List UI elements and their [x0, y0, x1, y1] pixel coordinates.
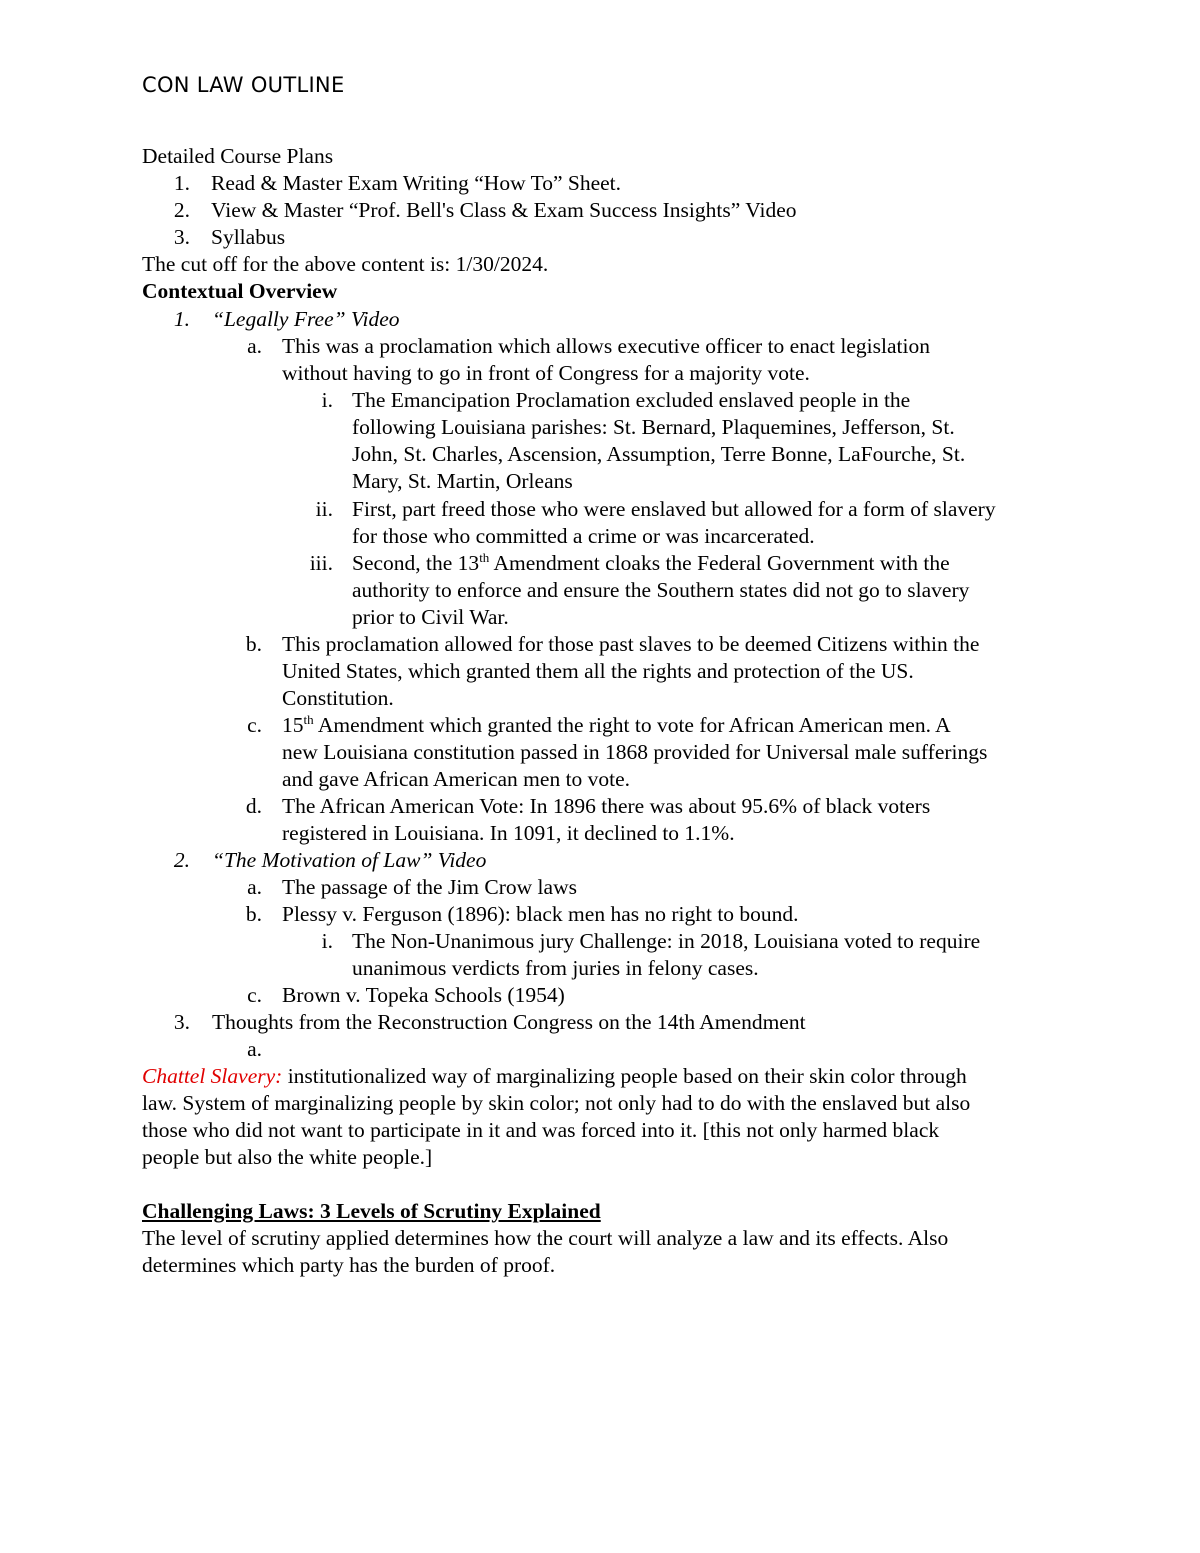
- list-item-line: authority to enforce and ensure the Southern states did not go to slavery: [352, 578, 970, 602]
- list-number: 1.: [173, 307, 190, 331]
- paragraph-line: The level of scrutiny applied determines how the court will analyze a law and its effects. Also: [142, 1226, 949, 1250]
- subsection-title: Thoughts from the Reconstruction Congress on the 14th Amendment: [212, 1010, 806, 1034]
- section-heading: Challenging Laws: 3 Levels of Scrutiny Explained: [142, 1199, 601, 1223]
- course-plans-heading: Detailed Course Plans: [142, 144, 334, 168]
- list-marker: a.: [247, 875, 262, 899]
- list-item-line: Mary, St. Martin, Orleans: [352, 469, 573, 493]
- definition-line: Chattel Slavery: institutionalized way of marginalizing people based on their skin color through: [142, 1064, 967, 1088]
- subsection-title: “Legally Free” Video: [212, 307, 400, 331]
- list-item-line: This proclamation allowed for those past slaves to be deemed Citizens within the: [282, 632, 980, 656]
- list-item-line: registered in Louisiana. In 1091, it declined to 1.1%.: [282, 821, 735, 845]
- paragraph-line: determines which party has the burden of proof.: [142, 1253, 556, 1277]
- list-marker: c.: [247, 713, 262, 737]
- list-number: 2.: [173, 848, 190, 872]
- list-number: 2.: [173, 198, 190, 222]
- superscript: th: [303, 712, 314, 727]
- list-marker: b.: [245, 632, 262, 656]
- section-heading: Contextual Overview: [142, 279, 338, 303]
- list-marker: i.: [321, 388, 333, 412]
- definition-line: law. System of marginalizing people by skin color; not only had to do with the enslaved but also: [142, 1091, 971, 1115]
- list-item: Syllabus: [211, 225, 286, 249]
- list-item-line: new Louisiana constitution passed in 1868 provided for Universal male sufferings: [282, 740, 988, 764]
- list-number: 3.: [173, 1010, 190, 1034]
- list-number: 3.: [173, 225, 190, 249]
- list-item-line: 15th Amendment which granted the right to vote for African American men. A: [282, 712, 951, 737]
- subsection-title: “The Motivation of Law” Video: [212, 848, 487, 872]
- list-marker: iii.: [309, 551, 333, 575]
- list-marker: d.: [245, 794, 262, 818]
- list-marker: ii.: [315, 497, 333, 521]
- list-item-line: for those who committed a crime or was incarcerated.: [352, 524, 815, 548]
- definition-line: people but also the white people.]: [142, 1145, 433, 1169]
- list-item-line: unanimous verdicts from juries in felony cases.: [352, 956, 759, 980]
- list-item-line: This was a proclamation which allows executive officer to enact legislation: [282, 334, 930, 358]
- list-marker: a.: [247, 1037, 262, 1061]
- list-item-line: and gave African American men to vote.: [282, 767, 631, 791]
- list-item-line: The passage of the Jim Crow laws: [282, 875, 577, 899]
- list-item-line: The Emancipation Proclamation excluded enslaved people in the: [352, 388, 911, 412]
- list-item-line: First, part freed those who were enslaved but allowed for a form of slavery: [352, 497, 996, 521]
- list-marker: i.: [321, 929, 333, 953]
- page-title: CON LAW OUTLINE: [142, 73, 345, 97]
- list-item-line: Brown v. Topeka Schools (1954): [282, 983, 565, 1007]
- list-item-line: Second, the 13th Amendment cloaks the Federal Government with the: [352, 550, 950, 575]
- list-item-line: without having to go in front of Congress for a majority vote.: [282, 361, 810, 385]
- list-item-line: Constitution.: [282, 686, 394, 710]
- superscript: th: [479, 550, 490, 565]
- list-marker: b.: [245, 902, 262, 926]
- list-item-line: United States, which granted them all the rights and protection of the US.: [282, 659, 914, 683]
- list-number: 1.: [173, 171, 190, 195]
- cutoff-note: The cut off for the above content is: 1/30/2024.: [142, 252, 549, 276]
- list-item: Read & Master Exam Writing “How To” Sheet.: [211, 171, 622, 195]
- list-marker: c.: [247, 983, 262, 1007]
- list-item-line: following Louisiana parishes: St. Bernard, Plaquemines, Jefferson, St.: [352, 415, 955, 439]
- definition-line: those who did not want to participate in it and was forced into it. [this not only harmed black: [142, 1118, 940, 1142]
- list-item-line: Plessy v. Ferguson (1896): black men has no right to bound.: [282, 902, 799, 926]
- list-item-line: The African American Vote: In 1896 there was about 95.6% of black voters: [282, 794, 931, 818]
- list-marker: a.: [247, 334, 262, 358]
- list-item: View & Master “Prof. Bell's Class & Exam Success Insights” Video: [211, 198, 797, 222]
- list-item-line: The Non-Unanimous jury Challenge: in 2018, Louisiana voted to require: [352, 929, 981, 953]
- list-item-line: John, St. Charles, Ascension, Assumption, Terre Bonne, LaFourche, St.: [352, 442, 966, 466]
- definition-term: Chattel Slavery:: [142, 1064, 283, 1088]
- list-item-line: prior to Civil War.: [352, 605, 509, 629]
